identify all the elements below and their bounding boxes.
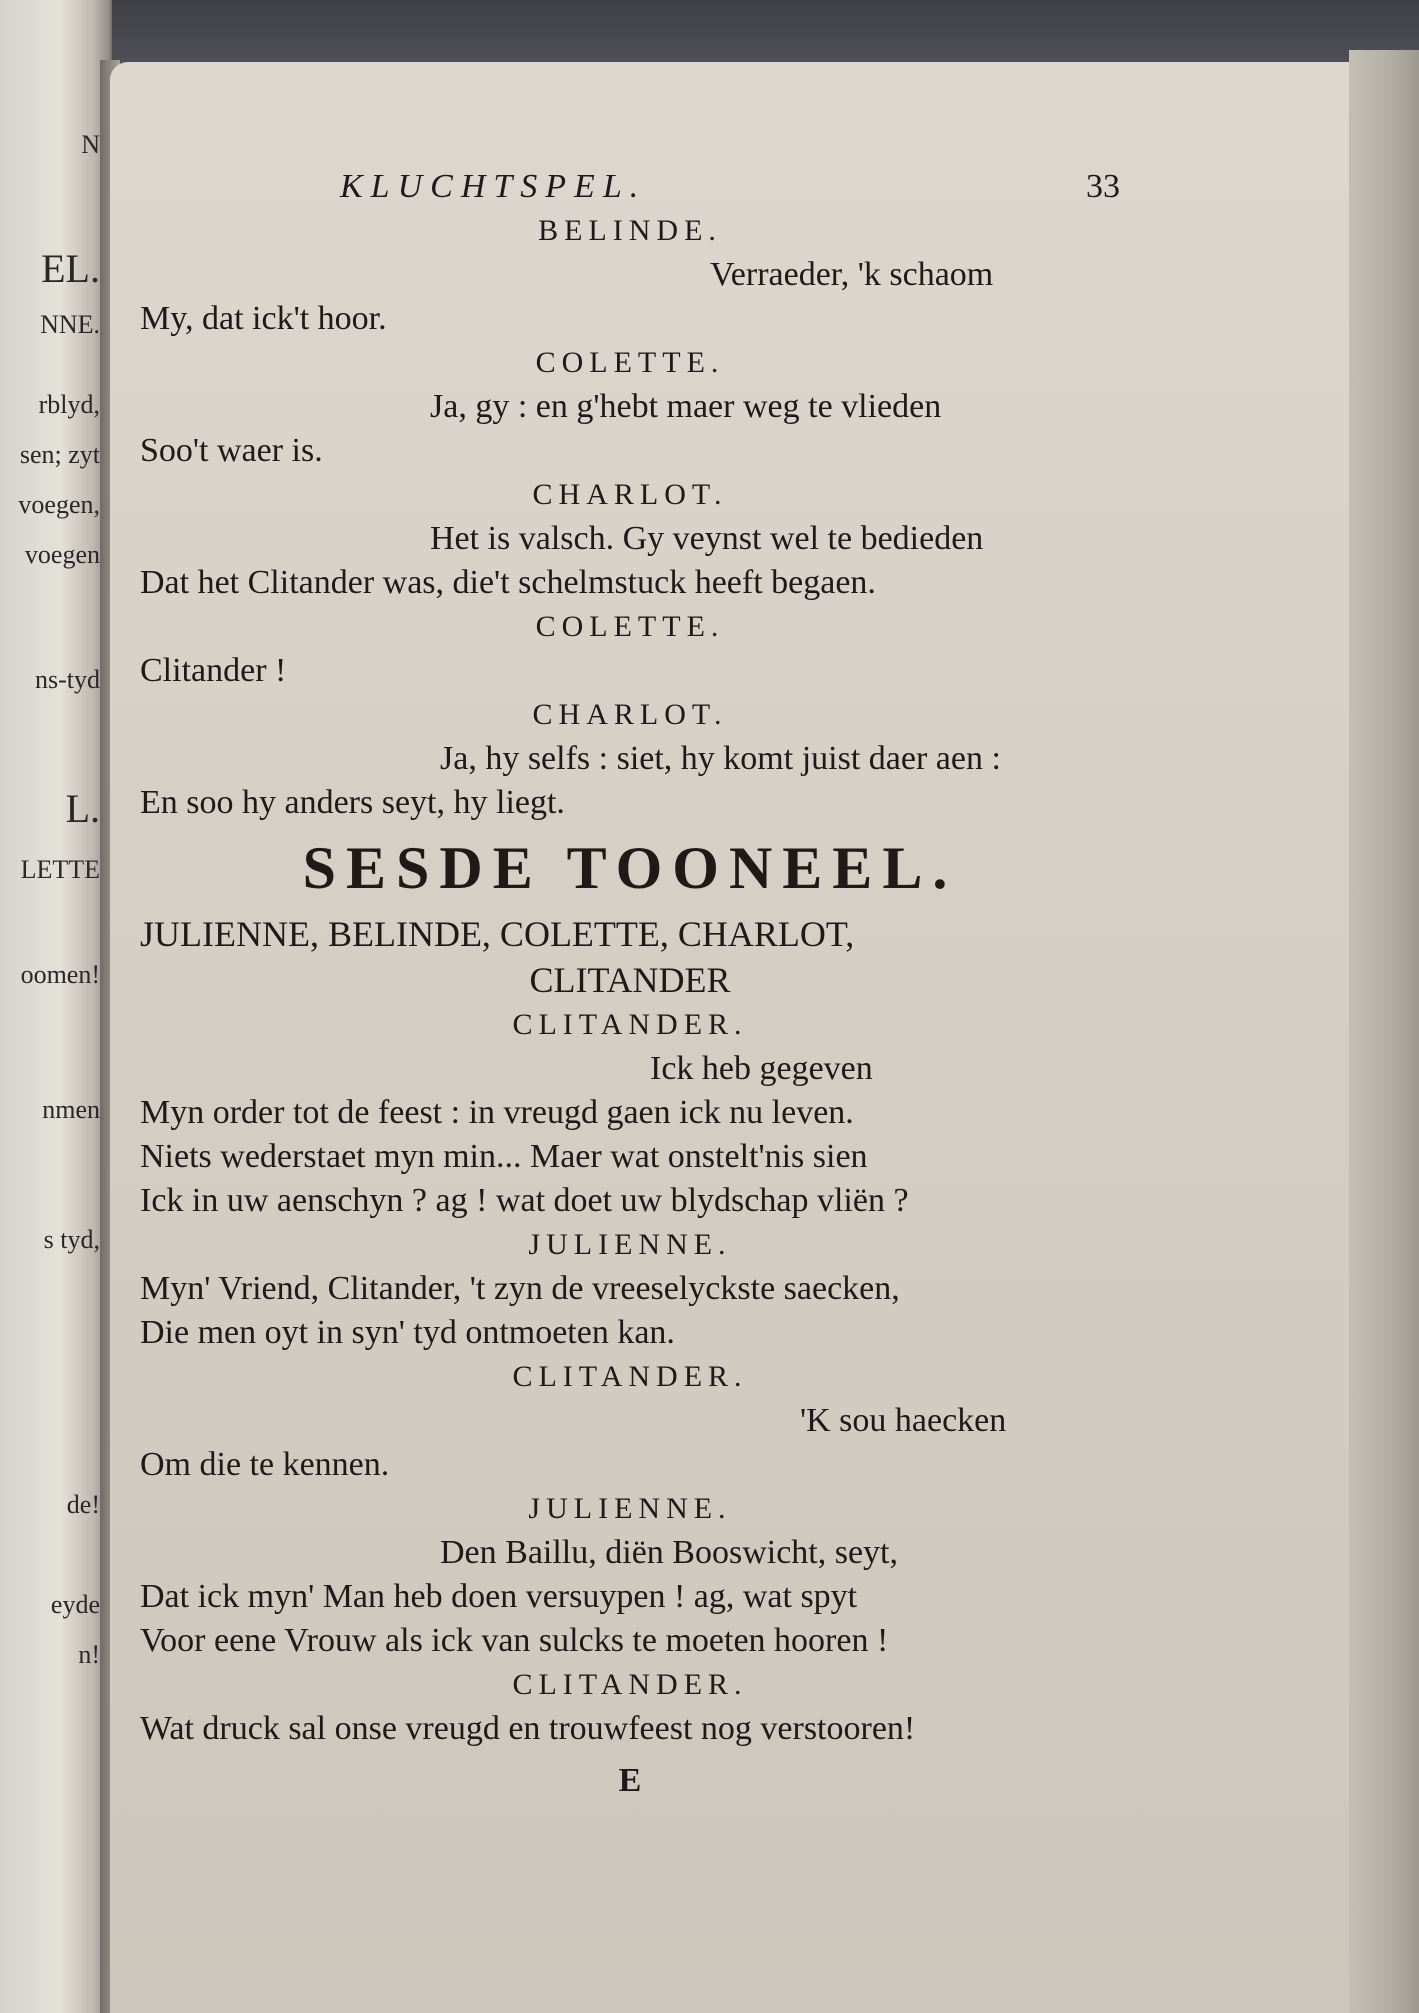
left-page-fragment: eyde [50, 1590, 100, 1619]
speaker-name: CLITANDER. [512, 1668, 748, 1701]
verse-line: Dat het Clitander was, die't schelmstuck heeft begaen. [140, 564, 876, 601]
speaker-name: CHARLOT. [532, 478, 728, 511]
verse-line: Niets wederstaet myn min... Maer wat onstelt'nis sien [140, 1138, 868, 1175]
verse-line: Myn order tot de feest : in vreugd gaen ick nu leven. [140, 1094, 854, 1131]
verse-line: Den Baillu, diën Booswicht, seyt, [440, 1534, 899, 1571]
signature-mark: E [618, 1762, 642, 1799]
speaker-name: JULIENNE. [528, 1492, 732, 1525]
dialogue-part-2 [140, 1003, 1120, 1751]
verse-line: Die men oyt in syn' tyd ontmoeten kan. [140, 1314, 675, 1351]
left-page-fragment: n! [78, 1640, 100, 1669]
speaker-name: BELINDE. [538, 214, 722, 247]
left-page-fragment: L. [65, 786, 100, 831]
left-page [0, 0, 112, 2013]
verse-line: En soo hy anders seyt, hy liegt. [140, 784, 565, 821]
speaker-name: CLITANDER. [512, 1008, 748, 1041]
verse-line: My, dat ick't hoor. [140, 300, 387, 337]
left-page-fragment: voegen, [18, 490, 100, 519]
verse-line: Ja, gy : en g'hebt maer weg te vlieden [430, 388, 942, 425]
left-page-fragment: EL. [41, 246, 100, 291]
page-text [140, 165, 1120, 1803]
verse-line: Soo't waer is. [140, 432, 323, 469]
verse-line: Clitander ! [140, 652, 287, 689]
left-page-fragment: de! [66, 1490, 100, 1519]
verse-line: Verraeder, 'k schaom [710, 256, 994, 293]
verse-line: Ja, hy selfs : siet, hy komt juist daer aen : [440, 740, 1001, 777]
speaker-name: COLETTE. [535, 610, 725, 643]
verse-line: 'K sou haecken [800, 1402, 1007, 1439]
dialogue-part-1 [140, 209, 1120, 825]
left-page-fragment: nmen [42, 1095, 100, 1124]
verse-line: Ick heb gegeven [650, 1050, 873, 1087]
left-page-fragment: NNE. [40, 310, 100, 339]
running-header [140, 165, 1120, 209]
left-page-fragment: N [81, 130, 100, 159]
page-edge [1349, 50, 1419, 2013]
verse-line: Myn' Vriend, Clitander, 't zyn de vreeselyckste saecken, [140, 1270, 900, 1307]
scene-title: SESDE TOONEEL. [302, 835, 958, 901]
verse-line: Het is valsch. Gy veynst wel te bedieden [430, 520, 984, 557]
left-page-fragment: s tyd, [43, 1225, 100, 1254]
speaker-name: JULIENNE. [528, 1228, 732, 1261]
running-title: KLUCHTSPEL. [340, 168, 647, 205]
scene-cast-line-1: JULIENNE, BELINDE, COLETTE, CHARLOT, [140, 914, 855, 954]
left-page-fragment: LETTE [20, 855, 100, 884]
speaker-name: COLETTE. [535, 346, 725, 379]
verse-line: Wat druck sal onse vreugd en trouwfeest nog verstooren! [140, 1710, 916, 1747]
page-number: 33 [1086, 168, 1120, 205]
verse-line: Ick in uw aenschyn ? ag ! wat doet uw blydschap vliën ? [140, 1182, 909, 1219]
left-page-fragment: ns-tyd [35, 665, 100, 694]
verse-line: Dat ick myn' Man heb doen versuypen ! ag, wat spyt [140, 1578, 858, 1615]
left-page-fragment: oomen! [20, 960, 100, 989]
verse-line: Om die te kennen. [140, 1446, 390, 1483]
speaker-name: CLITANDER. [512, 1360, 748, 1393]
left-page-fragment: rblyd, [38, 390, 100, 419]
speaker-name: CHARLOT. [532, 698, 728, 731]
left-page-fragment: sen; zyt [19, 440, 100, 469]
left-page-fragment: voegen [24, 540, 100, 569]
verse-line: Voor eene Vrouw als ick van sulcks te moeten hooren ! [140, 1622, 889, 1659]
scene-cast-line-2: CLITANDER [529, 960, 731, 1000]
